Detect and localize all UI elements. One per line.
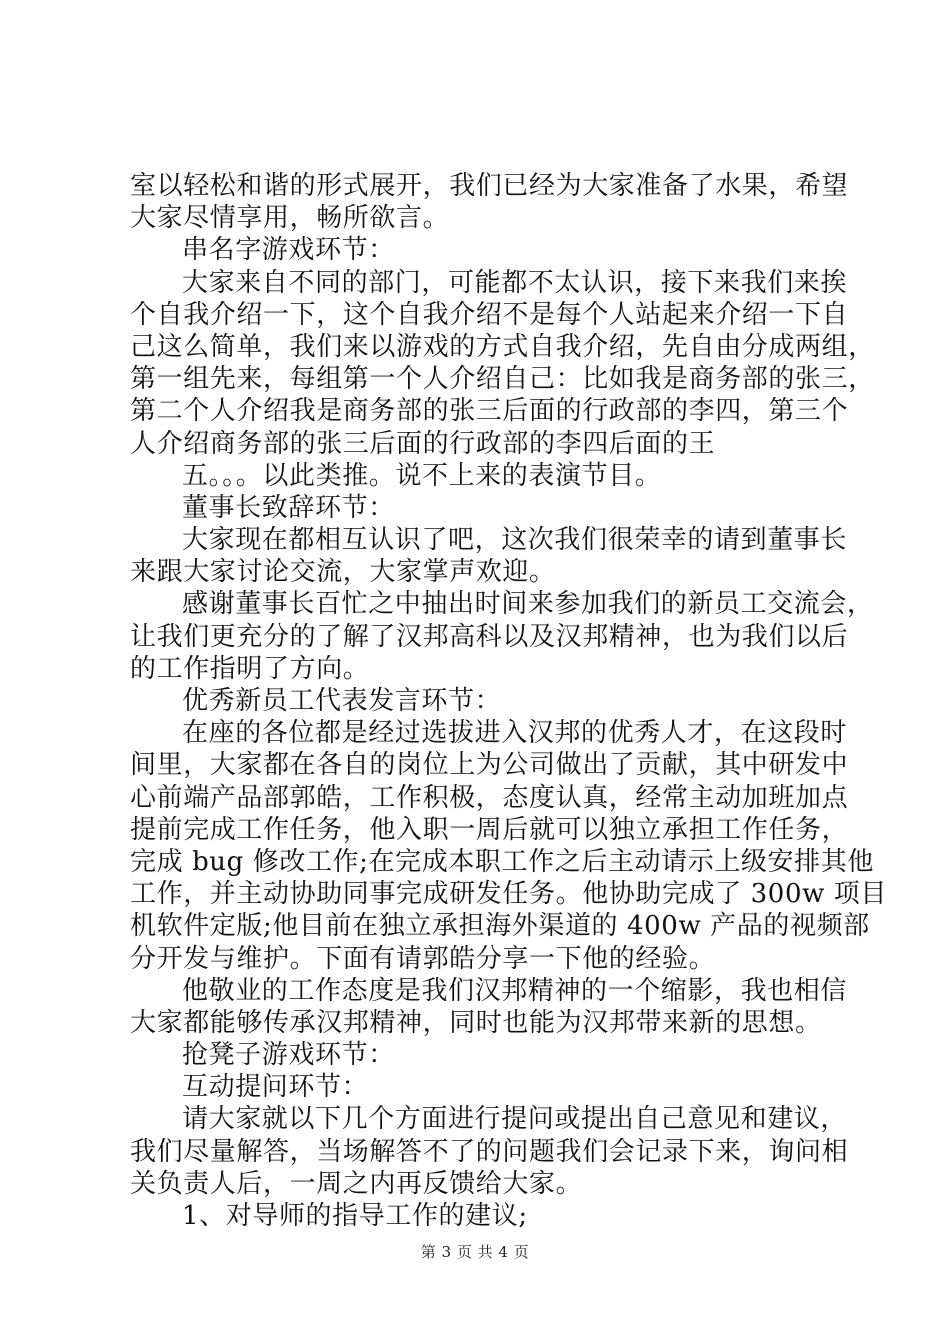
text-line: 抢凳子游戏环节： <box>182 1040 395 1071</box>
text-line: 大家来自不同的部门，可能都不太认识，接下来我们来挨 <box>182 267 848 298</box>
text-line: 我们尽量解答，当场解答不了的问题我们会记录下来，询问相 <box>130 1136 849 1167</box>
text-line: 人介绍商务部的张三后面的行政部的李四后面的王 <box>130 428 716 459</box>
text-line: 让我们更充分的了解了汉邦高科以及汉邦精神，也为我们以后 <box>130 621 849 652</box>
text-line: 机软件定版;他目前在独立承担海外渠道的 400w 产品的视频部 <box>130 911 870 942</box>
text-line: 他敬业的工作态度是我们汉邦精神的一个缩影，我也相信 <box>182 975 848 1006</box>
text-line: 五。。。以此类推。说不上来的表演节目。 <box>182 460 662 491</box>
text-line: 分开发与维护。下面有请郭皓分享一下他的经验。 <box>130 943 716 974</box>
text-line: 来跟大家讨论交流，大家掌声欢迎。 <box>130 557 556 588</box>
text-line: 在座的各位都是经过选拔进入汉邦的优秀人才，在这段时 <box>182 718 848 749</box>
text-line: 关负责人后，一周之内再反馈给大家。 <box>130 1168 583 1199</box>
text-line: 大家都能够传承汉邦精神，同时也能为汉邦带来新的思想。 <box>130 1007 822 1038</box>
text-line: 的工作指明了方向。 <box>130 653 370 684</box>
document-body <box>130 170 888 1232</box>
text-line: 室以轻松和谐的形式展开，我们已经为大家准备了水果，希望 <box>130 171 849 201</box>
text-line: 大家现在都相互认识了吧，这次我们很荣幸的请到董事长 <box>182 525 848 556</box>
text-line: 大家尽情享用，畅所欲言。 <box>130 203 450 234</box>
page-footer: 第 3 页 共 4 页 <box>420 1243 530 1261</box>
text-line: 提前完成工作任务，他入职一周后就可以独立承担工作任务， <box>130 814 849 845</box>
text-line: 己这么简单，我们来以游戏的方式自我介绍，先自由分成两组， <box>130 331 875 362</box>
text-line: 串名字游戏环节： <box>182 235 395 266</box>
text-line: 1、对导师的指导工作的建议; <box>182 1201 528 1231</box>
text-line: 完成 bug 修改工作;在完成本职工作之后主动请示上级安排其他 <box>130 846 874 877</box>
text-line: 个自我介绍一下，这个自我介绍不是每个人站起来介绍一下自 <box>130 299 849 330</box>
text-line: 第二个人介绍我是商务部的张三后面的行政部的李四，第三个 <box>130 396 849 427</box>
text-line: 请大家就以下几个方面进行提问或提出自己意见和建议， <box>182 1104 848 1135</box>
text-line: 互动提问环节： <box>182 1072 369 1103</box>
text-line: 工作，并主动协助同事完成研发任务。他协助完成了 300w 项目 <box>130 879 888 910</box>
text-line: 心前端产品部郭皓，工作积极，态度认真，经常主动加班加点 <box>130 782 849 813</box>
text-line: 间里，大家都在各自的岗位上为公司做出了贡献，其中研发中 <box>130 750 849 781</box>
text-line: 感谢董事长百忙之中抽出时间来参加我们的新员工交流会， <box>182 589 874 620</box>
text-line: 优秀新员工代表发言环节： <box>182 686 502 716</box>
text-line: 第一组先来，每组第一个人介绍自己：比如我是商务部的张三， <box>130 364 875 395</box>
text-line: 董事长致辞环节： <box>182 492 395 523</box>
